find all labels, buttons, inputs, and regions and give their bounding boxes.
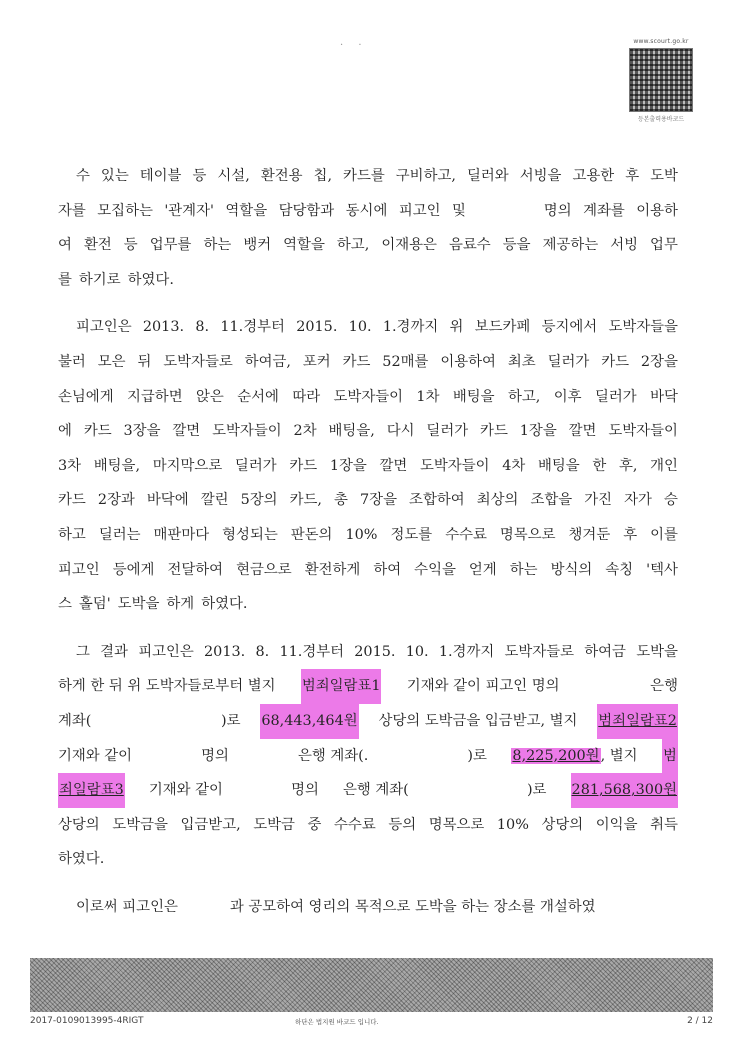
word: 1장을 — [519, 423, 557, 440]
word: 이를 — [650, 526, 678, 543]
qr-code-area — [617, 38, 705, 123]
text-line — [58, 553, 678, 588]
word: 배팅을, — [328, 423, 375, 440]
word: 결과 — [100, 643, 128, 660]
redacted-blank — [111, 704, 201, 739]
word: 도박을 — [117, 596, 160, 613]
word: 등을 — [502, 237, 531, 254]
word: 형성되는 — [222, 526, 278, 543]
word: 등에게 — [112, 561, 155, 578]
redacted-blank — [253, 739, 273, 774]
word: 역할을 — [283, 237, 325, 254]
word: 보드카페 — [474, 319, 531, 336]
paragraph-4 — [58, 890, 678, 925]
text-line — [58, 704, 678, 739]
word: 52매를 — [382, 353, 429, 370]
word: 뒤 — [137, 353, 152, 370]
word: 포커 — [302, 353, 331, 370]
document-id: 2017-0109013995-4RIGT — [30, 1016, 144, 1026]
word: 배팅을, — [93, 457, 141, 474]
text-segment: 기재와 같이 피고인 명의 — [406, 678, 560, 695]
word: 명목으로 — [499, 526, 556, 543]
word: 도박자들로 — [163, 353, 233, 370]
word: 2015. — [296, 319, 338, 336]
barcode-notice: 하단은 법지원 바코드 입니다. — [295, 1018, 379, 1026]
word: 불러 — [58, 353, 86, 370]
footer-barcode — [30, 958, 713, 1012]
word: 도박자들이 — [419, 457, 490, 474]
word: 환전하게 — [304, 561, 361, 578]
word: 를 — [58, 271, 72, 288]
text-segment: 은행 — [650, 678, 678, 695]
word: 카드 — [342, 353, 371, 370]
text-segment: 과 공모하여 영리의 목적으로 도박을 하는 장소를 개설하였 — [229, 898, 596, 915]
redacted-blank — [178, 890, 230, 925]
word: 2013. — [204, 643, 246, 660]
text-line — [58, 449, 678, 484]
redacted-blank — [247, 773, 267, 808]
document-body — [58, 159, 678, 924]
text-line — [58, 635, 678, 670]
word: 동시에 — [345, 202, 388, 219]
word: 2장을 — [640, 353, 678, 370]
word: 테이블 — [139, 168, 182, 184]
word: 피고인은 — [76, 319, 132, 336]
word: 명목으로 — [428, 816, 485, 833]
word: 도박자들로 — [504, 643, 575, 660]
word: 지급하면 — [127, 388, 183, 405]
text-segment: 기재와 같이 — [148, 782, 223, 799]
highlight-crime-table-1: 범죄일람표1 — [301, 669, 382, 704]
word: 자를 — [58, 202, 86, 219]
word: 3장을 — [123, 423, 161, 440]
redacted-blank — [477, 194, 532, 229]
word: 등지에서 — [541, 319, 598, 336]
word: 위 — [449, 319, 464, 336]
word: 도박자들이 — [608, 423, 678, 440]
word: 도박금을 — [112, 816, 168, 833]
word: 서빙 — [610, 237, 639, 254]
word: 환전 — [83, 237, 112, 254]
word: 승 — [664, 492, 678, 509]
word: 딜러는 — [98, 526, 141, 543]
word: 1.경까지 — [438, 643, 495, 660]
word: 도박자들이 — [333, 388, 404, 405]
scan-dots: · · — [340, 40, 368, 51]
text-line — [58, 310, 678, 345]
word: 1장을 — [329, 457, 367, 474]
word: 하여금, — [244, 353, 291, 370]
word: 수수료 — [445, 526, 487, 543]
word: 자가 — [624, 492, 652, 509]
word: 수 — [76, 168, 90, 184]
word: 도박을 — [636, 643, 678, 660]
paragraph-3 — [58, 635, 678, 877]
word: 하기로 — [78, 271, 121, 288]
word: 하여금 — [584, 643, 626, 660]
text-line — [58, 483, 678, 518]
text-segment: )로 — [526, 782, 547, 799]
word: 담당함과 — [278, 202, 335, 219]
word: 3차 — [58, 457, 82, 474]
word: 7장을 — [360, 492, 397, 509]
highlight-crime-table-3-start: 범 — [662, 739, 678, 774]
highlight-amount-1: 68,443,464원 — [260, 704, 358, 739]
word: 모은 — [97, 353, 126, 370]
text-line — [58, 587, 678, 622]
word: 하는 — [203, 237, 232, 254]
word: 방식의 — [550, 561, 593, 578]
word: 입금받고, — [180, 816, 241, 833]
word: 수수료 — [334, 816, 376, 833]
text-segment: 명의 — [291, 782, 319, 799]
word: 등의 — [388, 816, 417, 833]
paragraph-1 — [58, 159, 678, 297]
word: 4차 — [502, 457, 526, 474]
word: 손님에게 — [58, 388, 114, 405]
text-segment: , 별지 — [600, 747, 638, 764]
text-line — [58, 414, 678, 449]
word: 뱅커 — [243, 237, 272, 254]
text-segment: 명의 — [201, 747, 229, 764]
text-line — [58, 808, 678, 843]
word: 등 — [123, 237, 138, 254]
word: 후, — [618, 457, 638, 474]
word: 카드 — [601, 353, 629, 370]
word: 카드 — [289, 457, 318, 474]
word: 음료수 — [448, 237, 491, 254]
qr-caption: 등본출력용바코드 — [637, 116, 685, 123]
text-segment: 하게 한 뒤 위 도박자들로부터 별지 — [58, 678, 276, 695]
word: 하고 — [58, 526, 86, 543]
word: 2015. — [354, 643, 396, 660]
text-line — [58, 669, 678, 704]
word: 현금으로 — [236, 561, 292, 578]
word: 중 — [307, 816, 322, 833]
word: 도박금 — [253, 816, 295, 833]
word: 배팅을 — [452, 388, 495, 405]
word: 취득 — [650, 816, 678, 833]
word: 카드를 — [343, 168, 385, 184]
text-line — [58, 739, 678, 774]
word: 총 — [334, 492, 348, 509]
word: 최상의 — [476, 492, 519, 509]
text-line — [58, 380, 678, 415]
word: 하였다. — [58, 851, 105, 868]
word: 환전용 — [260, 168, 303, 184]
word: 이익을 — [595, 816, 638, 833]
word: 하였다. — [201, 596, 248, 613]
word: 하였다. — [127, 271, 174, 288]
word: 하고, — [336, 237, 370, 254]
text-line — [58, 773, 678, 808]
word: 8. — [255, 643, 270, 660]
word: 이용하 — [636, 202, 678, 219]
word: 2장과 — [97, 492, 135, 509]
word: 도박자들을 — [608, 319, 678, 336]
word: 바닥 — [650, 388, 678, 405]
word: 등 — [192, 168, 207, 184]
word: 하게 — [166, 596, 195, 613]
highlight-amount-2: 8,225,200원 — [512, 747, 600, 764]
word: 역할을 — [225, 202, 268, 219]
word: 카드 — [480, 423, 508, 440]
word: '관계자' — [164, 202, 214, 219]
word: 후 — [623, 526, 638, 543]
word: 제공하는 — [542, 237, 599, 254]
redacted-blank — [585, 669, 625, 704]
word: 서빙을 — [519, 168, 562, 184]
word: 1.경까지 — [382, 319, 439, 336]
word: 깔린 — [200, 492, 229, 509]
word: 및 — [451, 202, 466, 219]
word: 여 — [58, 237, 72, 254]
word: 딜러가 — [594, 388, 637, 405]
word: 시설, — [217, 168, 250, 184]
word: 앉은 — [196, 388, 224, 405]
word: 2차 — [293, 423, 317, 440]
word: 깔면 — [172, 423, 201, 440]
text-segment: 계좌( — [58, 712, 92, 729]
text-line — [58, 842, 678, 877]
redacted-blank — [433, 773, 503, 808]
word: 수익을 — [414, 561, 456, 578]
word: 명의 — [543, 202, 572, 219]
redacted-blank — [157, 739, 177, 774]
word: 하고, — [507, 388, 541, 405]
word: '텍사 — [646, 561, 678, 578]
word: 카드 — [58, 492, 86, 509]
word: 10. — [348, 319, 372, 336]
word: 스 — [58, 596, 72, 613]
text-line — [58, 194, 678, 229]
text-segment: 상당의 도박금을 입금받고, 별지 — [378, 712, 578, 729]
word: 깔면 — [379, 457, 408, 474]
word: 11.경부터 — [220, 319, 285, 336]
word: 1차 — [416, 388, 440, 405]
text-line — [58, 518, 678, 553]
text-segment: )로 — [221, 712, 241, 729]
text-line — [58, 263, 678, 298]
page-number: 2 / 12 — [687, 1016, 713, 1026]
word: 깔면 — [568, 423, 597, 440]
word: 피고인 — [58, 561, 100, 578]
word: 최초 — [507, 353, 536, 370]
text-line — [58, 345, 678, 380]
highlight-amount-3: 281,568,300원 — [571, 773, 678, 808]
word: 하여 — [373, 561, 402, 578]
word: 10. — [405, 643, 429, 660]
word: 구비하고, — [395, 168, 456, 184]
word: 매판마다 — [153, 526, 210, 543]
word: 가진 — [584, 492, 613, 509]
text-line — [58, 159, 678, 194]
word: 5장의 — [240, 492, 278, 509]
redacted-blank — [393, 739, 443, 774]
word: 하는 — [509, 561, 538, 578]
word: 칩, — [313, 168, 333, 184]
word: 얻게 — [468, 561, 497, 578]
word: 딜러가 — [234, 457, 277, 474]
word: 도박자들이 — [212, 423, 282, 440]
word: 따라 — [292, 388, 321, 405]
word: 다시 — [386, 423, 415, 440]
word: 배팅을 — [537, 457, 580, 474]
word: 정도를 — [390, 526, 433, 543]
word: 이용하여 — [440, 353, 496, 370]
word: 10% — [496, 816, 529, 833]
text-segment: 이로써 피고인은 — [76, 898, 178, 915]
text-segment: 기재와 같이 — [58, 747, 133, 764]
word: 홀덤' — [78, 596, 111, 613]
word: 후 — [625, 168, 640, 184]
word: 10% — [345, 526, 378, 543]
word: 상당의 — [541, 816, 584, 833]
word: 딜러와 — [466, 168, 509, 184]
word: 도박 — [650, 168, 678, 184]
paragraph-2 — [58, 310, 678, 621]
word: 조합을 — [530, 492, 573, 509]
word: 상당의 — [58, 816, 100, 833]
word: 전달하여 — [167, 561, 224, 578]
text-segment: 은행 계좌(. — [297, 747, 369, 764]
word: 피고인은 — [138, 643, 194, 660]
word: 마지막으로 — [152, 457, 223, 474]
word: 딜러가 — [426, 423, 469, 440]
text-line — [58, 890, 678, 925]
word: 에 — [58, 423, 72, 440]
word: 있는 — [100, 168, 129, 184]
word: 계좌를 — [583, 202, 625, 219]
text-segment: 은행 계좌( — [342, 782, 409, 799]
word: 8. — [195, 319, 210, 336]
word: 이후 — [553, 388, 582, 405]
word: 조합하여 — [409, 492, 465, 509]
word: 판돈의 — [290, 526, 333, 543]
word: 딜러가 — [547, 353, 590, 370]
highlight-crime-table-2: 범죄일람표2 — [597, 704, 678, 739]
word: 이재용은 — [381, 237, 437, 254]
word: 카드 — [83, 423, 112, 440]
word: 속칭 — [605, 561, 634, 578]
word: 그 — [76, 643, 90, 660]
word: 한 — [592, 457, 607, 474]
word: 카드, — [289, 492, 322, 509]
word: 챙겨둔 — [568, 526, 611, 543]
text-line — [58, 228, 678, 263]
word: 피고인 — [398, 202, 441, 219]
word: 11.경부터 — [279, 643, 345, 660]
highlight-crime-table-3-end: 죄일람표3 — [58, 773, 125, 808]
qr-code-icon — [629, 48, 693, 112]
word: 고용한 — [572, 168, 615, 184]
word: 업무를 — [149, 237, 192, 254]
text-segment: )로 — [467, 747, 487, 764]
word: 개인 — [650, 457, 678, 474]
word: 모집하는 — [97, 202, 153, 219]
word: 업무 — [650, 237, 678, 254]
qr-url: www.scourt.go.kr — [633, 38, 689, 45]
word: 바닥에 — [146, 492, 189, 509]
word: 2013. — [142, 319, 185, 336]
word: 순서에 — [237, 388, 279, 405]
